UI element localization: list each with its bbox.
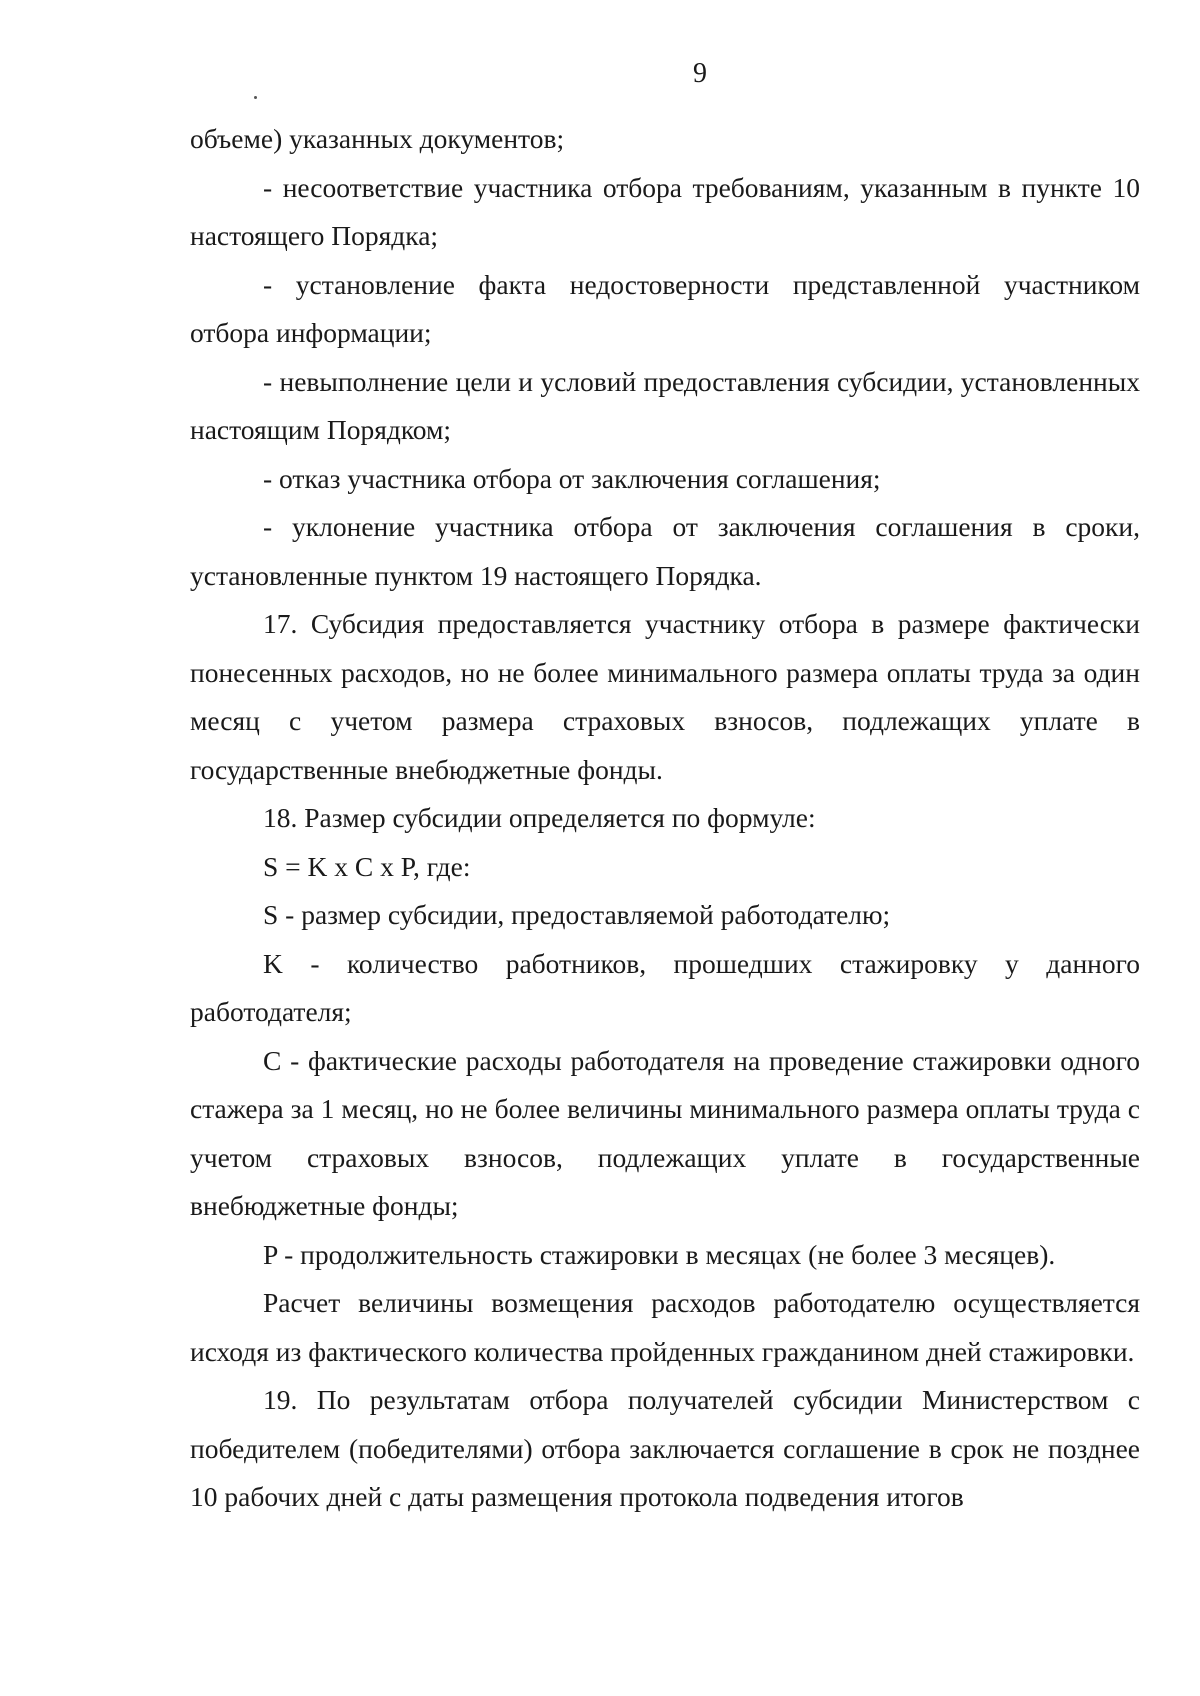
paragraph-17: 17. Субсидия предоставляется участнику отбора в размере фактически понесенных расходов, но не более минимального размера оплаты труда за один месяц с учетом размера страховых взносов, подлежащих уплате в государственные внебюджетные фонды. <box>190 608 1140 785</box>
paragraph-continuation: объеме) указанных документов; <box>190 123 565 154</box>
paragraph-reason-refusal: - отказ участника отбора от заключения соглашения; <box>263 462 881 494</box>
formula: S = K x C x P, где: <box>263 850 471 882</box>
formula-def-c: C - фактические расходы работодателя на проведение стажировки одного стажера за 1 месяц, но не более величины минимального размера оплаты труда с учетом страховых взносов, подлежащих уплате в государственные внебюджетные фонды; <box>190 1044 1140 1221</box>
document-body <box>190 115 1140 1522</box>
page-number: 9 <box>693 58 707 89</box>
paragraph-reason-unreliable-info: - установление факта недостоверности представленной участником отбора информации; <box>190 268 1140 348</box>
formula-def-s: S - размер субсидии, предоставляемой работодателю; <box>263 899 891 930</box>
scan-speck <box>254 96 257 99</box>
formula-def-k: K - количество работников, прошедших стажировку у данного работодателя; <box>190 947 1140 1027</box>
paragraph-reason-requirements: - несоответствие участника отбора требованиям, указанным в пункте 10 настоящего Порядка; <box>190 171 1140 251</box>
paragraph-18: 18. Размер субсидии определяется по формуле: <box>263 802 816 833</box>
paragraph-19: 19. По результатам отбора получателей субсидии Министерством с победителем (победителями) отбора заключается соглашение в срок не позднее 10 рабочих дней с даты размещения протокола подведения итогов <box>190 1384 1140 1512</box>
formula-def-p: P - продолжительность стажировки в месяцах (не более 3 месяцев). <box>263 1238 1056 1270</box>
paragraph-reason-conditions: - невыполнение цели и условий предоставления субсидии, установленных настоящим Порядком; <box>190 365 1140 445</box>
paragraph-reason-evasion: - уклонение участника отбора от заключения соглашения в сроки, установленные пунктом 19 настоящего Порядка. <box>190 511 1140 591</box>
paragraph-calculation: Расчет величины возмещения расходов работодателю осуществляется исходя из фактического количества пройденных гражданином дней стажировки. <box>190 1287 1140 1367</box>
